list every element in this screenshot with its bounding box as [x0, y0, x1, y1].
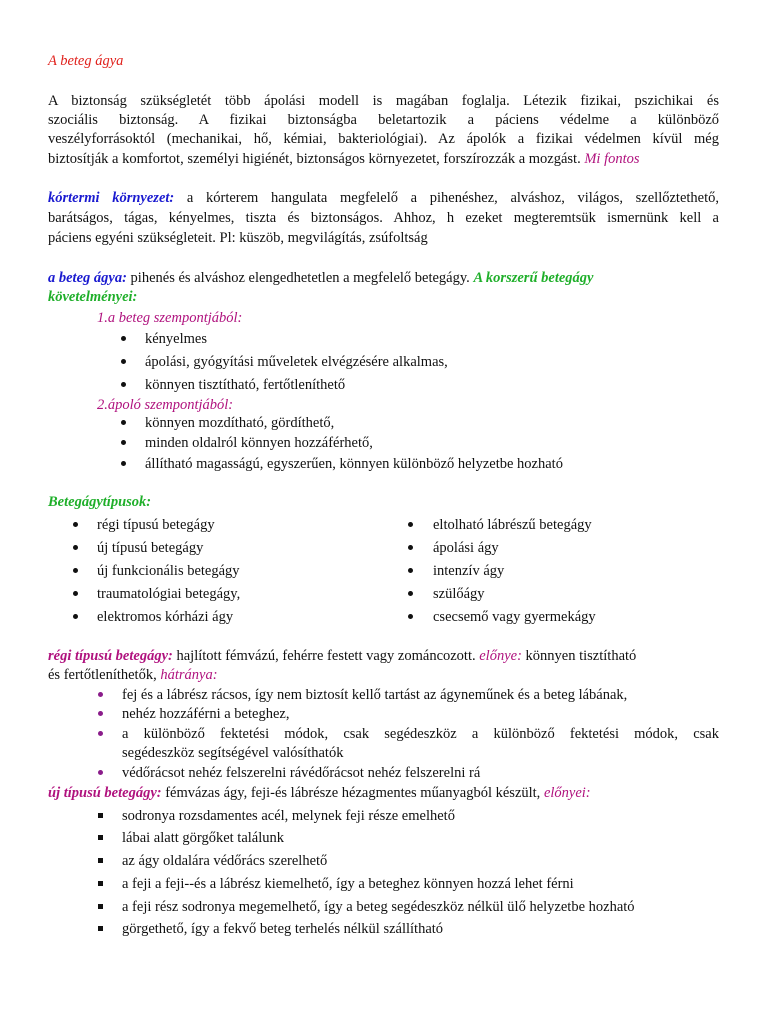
regi-item-3-text: a különböző fektetési módok, csak segédeszköz a különböző fektetési módok, csak — [122, 726, 719, 742]
type-left-item: elektromos kórházi ágy — [73, 607, 78, 627]
bullet-icon — [98, 813, 103, 818]
uj-item: sodronya rozsdamentes acél, melynek feji része emelhető — [98, 806, 103, 826]
bullet-icon — [121, 336, 126, 341]
intro-line: veszélyforrásoktól (mechanikai, hő, kémiai, bakteriológiai). Az ápolók a fizikai védelmen kívül még — [48, 131, 719, 147]
agy-text: pihenés és alváshoz elengedhetetlen a megfelelő betegágy. — [130, 270, 470, 286]
regi-line2-text: és fertőtleníthetők, — [48, 667, 157, 683]
list-item: könnyen mozdítható, gördíthető, — [121, 413, 126, 433]
regi-item — [98, 724, 103, 744]
sub2-heading: 2.ápoló szempontjából: — [97, 397, 234, 413]
sub1-heading: 1.a beteg szempontjából: — [97, 310, 243, 326]
bullet-icon — [98, 835, 103, 840]
uj-item: az ágy oldalára védőrács szerelhető — [98, 851, 103, 871]
type-right-item: szülőágy — [408, 584, 413, 604]
intro-line: A biztonság szükségletét több ápolási modell is magában foglalja. Létezik fizikai, pszichikai és — [48, 93, 719, 109]
bullet-icon — [121, 440, 126, 445]
uj-elonyei: előnyei: — [543, 785, 591, 801]
uj-item: görgethető, így a fekvő beteg terhelés nélkül szállítható — [98, 919, 103, 939]
bullet-icon — [98, 731, 103, 736]
bullet-icon — [408, 591, 413, 596]
regi-line2 — [48, 665, 218, 685]
bullet-icon — [408, 614, 413, 619]
bullet-icon — [98, 881, 103, 886]
bullet-icon — [121, 382, 126, 387]
type-right-item: intenzív ágy — [408, 561, 413, 581]
bullet-icon — [73, 568, 78, 573]
type-right-item: ápolási ágy — [408, 538, 413, 558]
bullet-icon — [73, 614, 78, 619]
bullet-icon — [73, 522, 78, 527]
bullet-icon — [98, 858, 103, 863]
bullet-icon — [408, 522, 413, 527]
uj-text: fémvázas ágy, feji-és lábrésze hézagmentes műanyagból készült, — [165, 785, 541, 801]
bullet-icon — [98, 926, 103, 931]
uj-item: lábai alatt görgőket találunk — [98, 828, 103, 848]
korterem-label: kórtermi környezet: — [48, 190, 175, 206]
uj-item: a feji a feji--és a lábrész kiemelhető, így a beteghez könnyen hozzá lehet férni — [98, 874, 103, 894]
regi-item-3-cont: segédeszköz segítségével valósíthatók — [122, 745, 344, 761]
uj-label: új típusú betegágy: — [48, 785, 162, 801]
regi-elonye-text: könnyen tisztítható — [525, 648, 637, 664]
types-heading: Betegágytípusok: — [48, 494, 152, 510]
bullet-icon — [121, 359, 126, 364]
agy-req-b: követelményei: — [48, 289, 138, 305]
uj-item: a feji rész sodronya megemelhető, így a beteg segédeszköz nélkül ülő helyzetbe hozható — [98, 897, 103, 917]
list-item: kényelmes — [121, 329, 126, 349]
intro-last-text: biztosítják a komfortot, személyi higiénét, biztonságos környezetet, forszírozzák a mozgást. — [48, 151, 581, 167]
bullet-icon — [121, 420, 126, 425]
agy-label: a beteg ágya: — [48, 270, 127, 286]
intro-line: szociális biztonság. A fizikai biztonságba beletartozik a páciens védelme a különböző — [48, 112, 719, 128]
type-left-item: traumatológiai betegágy, — [73, 584, 78, 604]
bullet-icon — [73, 545, 78, 550]
bullet-icon — [98, 711, 103, 716]
regi-elonye: előnye: — [479, 648, 522, 664]
list-item: könnyen tisztítható, fertőtleníthető — [121, 375, 126, 395]
intro-tail: Mi fontos — [584, 151, 640, 167]
bullet-icon — [98, 770, 103, 775]
type-right-item: csecsemő vagy gyermekágy — [408, 607, 413, 627]
korterem-line: barátságos, tágas, kényelmes, tiszta és biztonságos. Ahhoz, h ezeket megteremtsük ismernünk kell a — [48, 210, 719, 226]
type-left-item: új funkcionális betegágy — [73, 561, 78, 581]
list-item: minden oldalról könnyen hozzáférhető, — [121, 433, 126, 453]
korterem-line — [48, 188, 719, 208]
intro-last-line — [48, 149, 640, 169]
agy-line — [48, 268, 593, 288]
regi-line — [48, 646, 636, 666]
korterem-text: a kórterem hangulata megfelelő a pihenéshez, alváshoz, világos, szellőztethető, — [186, 190, 719, 206]
bullet-icon — [73, 591, 78, 596]
regi-item: védőrácsot nehéz felszerelni rávédőrácsot nehéz felszerelni rá — [98, 763, 103, 783]
bullet-icon — [121, 461, 126, 466]
korterem-line: páciens egyéni szükségleteit. Pl: küszöb, megvilágítás, zsúfoltság — [48, 230, 428, 246]
document-title: A beteg ágya — [48, 53, 124, 69]
uj-line — [48, 783, 591, 803]
type-right-item: eltolható lábrészű betegágy — [408, 515, 413, 535]
regi-label: régi típusú betegágy: — [48, 648, 173, 664]
type-left-item: régi típusú betegágy — [73, 515, 78, 535]
bullet-icon — [98, 692, 103, 697]
bullet-icon — [98, 904, 103, 909]
regi-item: nehéz hozzáférni a beteghez, — [98, 704, 103, 724]
list-item: ápolási, gyógyítási műveletek elvégzésére alkalmas, — [121, 352, 126, 372]
list-item: állítható magasságú, egyszerűen, könnyen különböző helyzetbe hozható — [121, 454, 126, 474]
regi-hatranya: hátránya: — [160, 667, 218, 683]
type-left-item: új típusú betegágy — [73, 538, 78, 558]
bullet-icon — [408, 545, 413, 550]
regi-item: fej és a lábrész rácsos, így nem biztosít kellő tartást az ágyneműnek és a beteg lábának, — [98, 685, 103, 705]
bullet-icon — [408, 568, 413, 573]
agy-req-a: A korszerű betegágy — [473, 270, 594, 286]
regi-text: hajlított fémvázú, fehérre festett vagy zománcozott. — [176, 648, 476, 664]
